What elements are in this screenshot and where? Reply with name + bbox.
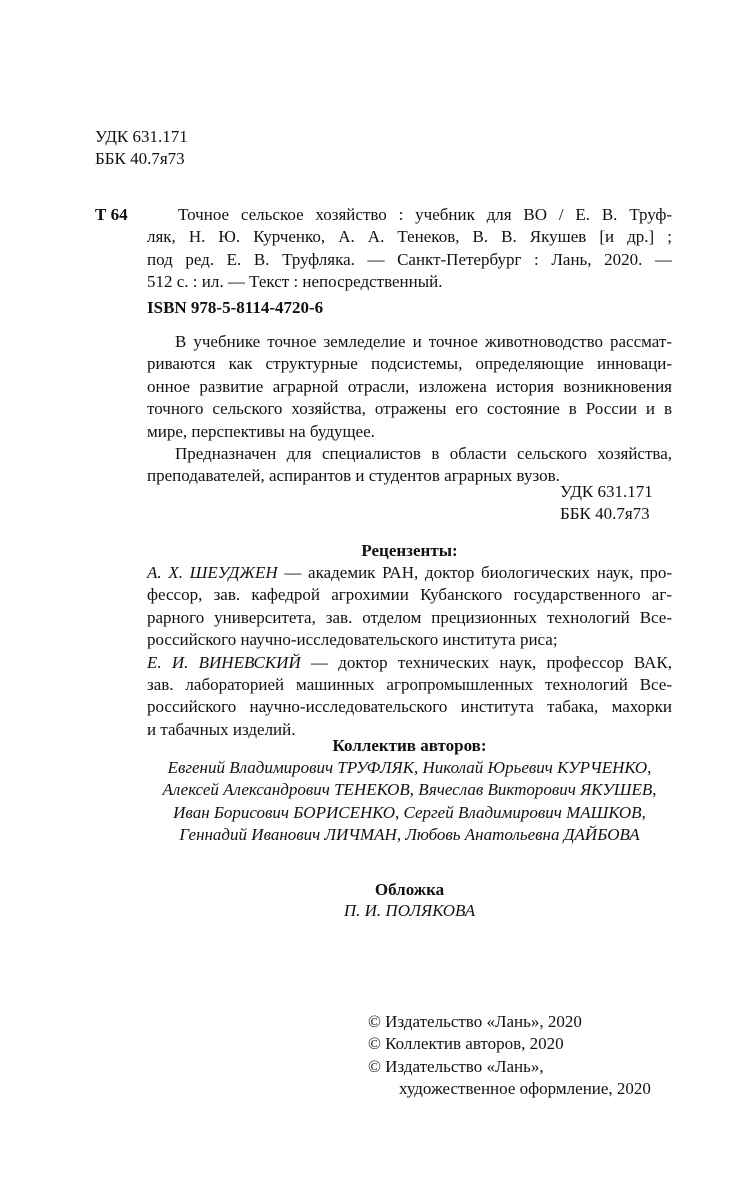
author-lichman: Геннадий Иванович ЛИЧМАН xyxy=(179,825,397,845)
reviewer-1-first: — академик РАН, доктор биологических наук, про- xyxy=(277,563,672,582)
annotation-p1-line-5: мире, перспективы на будущее. xyxy=(147,421,375,441)
authors-list xyxy=(147,757,672,847)
top-udk: УДК 631.171 xyxy=(95,127,188,146)
reviewer-1-name: А. Х. ШЕУДЖЕН xyxy=(147,563,278,582)
annotation-p1-line-2: риваются как структурные подсистемы, определяющие инноваци- xyxy=(147,354,672,374)
author-yakushev: Вячеслав Викторович ЯКУШЕВ xyxy=(418,780,653,800)
bib-line-4: 512 с. : ил. — Текст : непосредственный. xyxy=(147,272,443,292)
author-kurchenko: Николай Юрьевич КУРЧЕНКО xyxy=(422,758,648,777)
bib-line-2: ляк, Н. Ю. Курченко, А. А. Тенеков, В. В. Якушев [и др.] ; xyxy=(147,227,672,247)
cover-heading: Обложка xyxy=(374,880,445,899)
reviewer-1-line-2: фессор, зав. кафедрой агрохимии Кубанского государственного аг- xyxy=(147,585,672,605)
reviewer-1-line-1 xyxy=(147,562,672,584)
reviewers-heading: Рецензенты: xyxy=(361,541,458,560)
reviewer-2-line-1 xyxy=(147,652,672,674)
authors-sep: , xyxy=(409,780,419,800)
isbn: ISBN 978-5-8114-4720-6 xyxy=(147,298,324,317)
annotation-p1-line-4: точного сельского хозяйства, отражены его состояние в России и в xyxy=(147,399,672,419)
authors-heading: Коллектив авторов: xyxy=(332,736,487,755)
author-tenekov: Алексей Александрович ТЕНЕКОВ xyxy=(162,780,410,800)
authors-sep: , xyxy=(395,802,404,822)
authors-sep: , xyxy=(641,802,646,822)
bottom-classification-codes xyxy=(560,481,653,526)
authors-line-3 xyxy=(147,802,672,824)
top-classification-codes xyxy=(95,126,188,171)
annotation-p1-line-3: онное развитие аграрной отрасли, изложена история возникновения xyxy=(147,376,672,396)
reviewer-2-first: — доктор технических наук, профессор ВАК, xyxy=(300,652,672,672)
copyright-block xyxy=(368,1011,651,1101)
reviewer-2-line-2: зав. лабораторией машинных агропромышленных технологий Все- xyxy=(147,675,672,695)
authors-line-2 xyxy=(147,779,672,801)
authors-sep: , xyxy=(652,780,657,800)
reviewer-2-name: Е. И. ВИНЕВСКИЙ xyxy=(147,652,301,672)
authors-line-4 xyxy=(147,824,672,846)
author-borisenko: Иван Борисович БОРИСЕНКО xyxy=(173,802,396,822)
bottom-udk: УДК 631.171 xyxy=(560,482,653,501)
copyright-line-4: художественное оформление, 2020 xyxy=(399,1079,651,1099)
bibliographic-record xyxy=(147,204,672,294)
copyright-line-3: © Издательство «Лань», xyxy=(368,1056,544,1076)
authors-line-1 xyxy=(147,757,672,779)
bib-line-1: Точное сельское хозяйство : учебник для ВО / Е. В. Труф- xyxy=(178,205,672,224)
authors-sep: , xyxy=(396,825,406,845)
reviewer-2-line-4: и табачных изделий. xyxy=(147,719,296,739)
bib-line-3: под ред. Е. В. Труфляка. — Санкт-Петербург : Лань, 2020. — xyxy=(147,249,672,269)
author-daibova: Любовь Анатольевна ДАЙБОВА xyxy=(405,825,640,845)
author-truflyak: Евгений Владимирович ТРУФЛЯК xyxy=(167,758,415,777)
author-mashkov: Сергей Владимирович МАШКОВ xyxy=(403,802,642,822)
annotation-p1-line-1: В учебнике точное земледелие и точное животноводство рассмат- xyxy=(175,332,672,351)
bottom-bbk: ББК 40.7я73 xyxy=(560,504,650,524)
copyright-line-1: © Издательство «Лань», 2020 xyxy=(368,1012,582,1031)
authors-sep: , xyxy=(647,758,652,777)
copyright-line-2: © Коллектив авторов, 2020 xyxy=(368,1034,564,1054)
author-sign: Т 64 xyxy=(95,205,128,224)
reviewer-2-line-3: российского научно-исследовательского института табака, махорки xyxy=(147,697,672,717)
top-bbk: ББК 40.7я73 xyxy=(95,149,185,169)
authors-sep: , xyxy=(414,758,423,777)
reviewer-1-line-4: российского научно-исследовательского института риса; xyxy=(147,630,558,650)
annotation xyxy=(147,331,672,488)
annotation-p2-line-1: Предназначен для специалистов в области сельского хозяйства, xyxy=(175,444,672,464)
annotation-p2-line-2: преподавателей, аспирантов и студентов аграрных вузов. xyxy=(147,466,560,486)
reviewer-1-line-3: рарного университета, зав. отделом прецизионных технологий Все- xyxy=(147,607,672,627)
reviewers-block xyxy=(147,562,672,741)
cover-designer: П. И. ПОЛЯКОВА xyxy=(343,901,476,920)
